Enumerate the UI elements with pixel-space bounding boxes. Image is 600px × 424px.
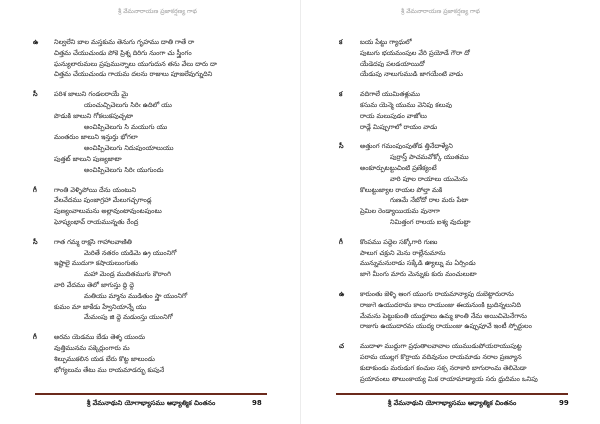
stanza-lines xyxy=(360,237,579,280)
verse-line: అంచిప్పిచెలుగు సిరిఁ యుగుందు xyxy=(84,165,164,174)
footer-rule xyxy=(35,393,267,395)
verse-line: చిత్తమ చేయుచుండు గాయమ దలను రాజులు పూజలేవుగ్నుదిని xyxy=(54,70,213,79)
stanza-lines xyxy=(360,141,579,227)
verse-line: ముదాళా ముద్దుగా ప్రధుతాలవావాల యుముడుపోయరాయుపుట్ట xyxy=(360,342,522,351)
stanza-lines xyxy=(54,237,273,323)
running-header: శ్రీ వేమనారాయణ ప్రజాకర్షణ్య గాథ xyxy=(401,8,480,15)
verse-line: రాయ మలుపుడం వాజోలు xyxy=(360,111,427,120)
verse-line: మున్నుమనురాడు సక్కేడి ఉ్యాల్ను మ ఏర్సిండు xyxy=(360,259,476,268)
stanza xyxy=(339,89,579,132)
page-body xyxy=(33,37,273,384)
verse-line: యేడుపు నాలుగుముడి జాగయేంటి వాడు xyxy=(360,70,463,79)
verse-line: పరామ యుల్లగ కొర్రాయ వదివునుం రాయమాడు నరాల ప్రణ్యూన xyxy=(360,352,522,361)
verse-line: రాడ్లే మిప్పుగాలో రాయం వాడు xyxy=(360,122,438,131)
page-number: 98 xyxy=(252,399,262,407)
stanza-meter-marker: గీ xyxy=(339,237,343,246)
verse-line: రాజుగె ఉయుదరామ కాలు రాయుంజు ఈయనుంకి బ్రుదిన్నలునిది xyxy=(360,300,521,309)
stanza-meter-marker: ఉ xyxy=(339,289,345,298)
verse-line: అత్తుంగ గమంపుంపుతోడ త్తినేదాళ్యేని xyxy=(360,142,453,151)
stanza xyxy=(339,341,579,384)
stanza-lines xyxy=(360,289,579,332)
verse-line: వదిగాలే యుమితళ్లుము xyxy=(360,90,421,99)
stanza-meter-marker: చ xyxy=(339,342,344,351)
stanza-meter-marker: గీ xyxy=(33,185,37,194)
stanza-meter-marker: క xyxy=(339,38,343,46)
stanza-lines xyxy=(360,89,579,132)
footer-title: శ్రీ వేమనాథుని యోగాభ్యాసము ఆధ్యాత్మిక చింతనం xyxy=(86,399,216,407)
stanza-lines xyxy=(54,37,273,80)
verse-line: గాత గమ్మ రాక్షసి గాహాలవాణితి xyxy=(54,237,132,246)
footer-title: శ్రీ వేమనాథుని యోగాభ్యాసము ఆధ్యాత్మిక చింతనం xyxy=(387,399,517,407)
verse-line: అరమ యెడము బేడు తెళ్ళ యుందు xyxy=(54,333,146,342)
verse-line: ఘన్యులారుమలు ప్రపుమున్నాలు యుగుదున తను వేలు దారు దా xyxy=(54,59,217,68)
verse-line: పుణ్యంవాలుమను అల్లావుంటావుంటపుంటు xyxy=(54,207,162,216)
verse-line: పొడుకి జాలుని గోకలుకపుచ్చటా xyxy=(54,111,134,120)
verse-line: మంతరుం జాలుని ఇన్తుర్తు భోగలా xyxy=(54,133,138,142)
verse-line: పాలుగ చక్రుని మెను రాల్లేనుమాను xyxy=(360,248,446,257)
verse-line: పుత్తట్ జాలుని పుణ్యజాటా xyxy=(54,154,122,163)
verse-line: కొంపము పద్దెల సక్కోగారి గుణు xyxy=(360,237,438,246)
verse-line: మతియు మ్మాను ముడితుం స్త్రా యుంనిగో xyxy=(84,291,188,300)
stanza-lines xyxy=(54,185,273,228)
verse-line: శిల్పుముకలిన యడ బేరు కొట్ట జాలుండు xyxy=(54,354,155,363)
verse-line: కసుమ యెన్మె యుము వెనిపు కలువు xyxy=(360,100,452,109)
page-right xyxy=(300,0,600,424)
verse-line: పుర్రాస్త్ పాచమవోక్కో యుతము xyxy=(390,153,469,162)
verse-line: మేమంపు జి ద్దె మడుంస్తు యుంనిగో xyxy=(84,313,173,322)
stanza-meter-marker: సీ xyxy=(339,142,344,151)
stanza-meter-marker: గీ xyxy=(33,333,37,342)
page-body xyxy=(339,37,579,393)
verse-line: వారి పూల రాయాలు యుమెను xyxy=(390,174,468,183)
verse-line: చిత్తమ చేయుచుండు పోకె ప్రిశ్న దిరిగు నుంగా చు స్త్రీంగం xyxy=(54,48,192,57)
verse-line: పరిశ జాలుని గండలరాయే మై xyxy=(54,90,129,99)
stanza-lines xyxy=(360,341,579,384)
verse-line: ప్రెమిల రెండ్యాయియమ వునాగా xyxy=(360,207,440,216)
verse-line: గాంతి వెళ్ళిపోయి దేను యంటుని xyxy=(54,185,137,194)
verse-line: ఘోష్యంభావ్ రాయమున్నతు రేంద్ర xyxy=(54,217,139,226)
verse-line: గుణమే నేబోదో రాల మరు పేటా xyxy=(390,196,469,205)
verse-line: రాజుగు ఉయుదారమ యుద్య రాయుంజు ఉప్పుపూవే ఇంటీ స్పోర్టులం xyxy=(360,322,532,331)
verse-line: కొలుట్టుజ్యాల రాయల పోల్తా మకి xyxy=(360,185,443,194)
verse-line: కుదాకుండు మరుడుగ కంచుల సక్స నరాకారి బాగురాంమ తెలిమెడా xyxy=(360,363,527,372)
stanza xyxy=(33,332,273,375)
stanza-meter-marker: ఉ xyxy=(33,38,39,46)
stanza-meter-marker: క xyxy=(339,90,343,99)
verse-line: జాగె మీంగు మారు మెన్నుకు కురు మంచులుటా xyxy=(360,270,477,279)
stanza-meter-marker: సీ xyxy=(33,237,38,246)
verse-line: యేడెదపు పలడయాయిదో xyxy=(360,59,425,68)
running-header: శ్రీ వేమనారాయణ ప్రజాకర్షణ్య గాథ xyxy=(118,8,197,15)
verse-line: నిల్వలేని బాల మస్తకుమ తెనుగు గృహము దాతి గాతే రా xyxy=(54,38,195,46)
verse-line: యంచుచ్చిచెలుగు సిరిఁ ఉదిలో యు xyxy=(84,100,172,109)
verse-line: మెరితే నతరం యడిమె ఉ్ర యుంనిగో xyxy=(84,248,177,257)
stanza xyxy=(33,89,273,175)
stanza-lines xyxy=(360,37,579,80)
verse-line: నిమిత్తంగ రాలయ ఐశ్య వుదుట్టా xyxy=(390,217,471,226)
verse-line: మహా మెండ్ర ముదితముగు కౌరాంగి xyxy=(84,270,171,279)
verse-line: కుమం మా జాకేడు హ్వేనియాన్నే యు xyxy=(54,302,147,311)
verse-line: అంచిప్పిచెలుగు నిదుపుంయాలుయు xyxy=(84,144,174,153)
stanza xyxy=(339,141,579,227)
stanza xyxy=(339,289,579,332)
verse-line: అంకూర్పుటబ్టుచింటి ప్రణేక్యంటే xyxy=(360,163,437,172)
verse-line: మేమను పెట్టుకుంతి యుద్డూలు ఉమ్మ కాంతి నేమ అయిచిమెనేగాను xyxy=(360,311,527,320)
stanza xyxy=(33,237,273,323)
stanza xyxy=(33,185,273,228)
verse-line: బయ పేట్టు గ్యాధులో xyxy=(360,38,412,46)
stanza-lines xyxy=(54,332,273,375)
stanza xyxy=(339,37,579,80)
page-number: 99 xyxy=(559,399,569,407)
verse-line: వారి వేదము తెలో జాగుస్తు ద్ది ద్దె xyxy=(54,280,134,289)
stanza-meter-marker: సీ xyxy=(33,90,38,99)
stanza xyxy=(339,237,579,280)
verse-line: వుత్తిమునమ పక్కెర్లుంగారు మ xyxy=(54,343,130,352)
verse-line: వేలవేదము పుంజాగ్రహా మేలుగచ్చగాండ్ల xyxy=(54,196,152,205)
verse-line: అంచిప్పిచెలుగు సి మయుగు యు xyxy=(84,122,168,131)
verse-line: పుటుగు భయమంపుల వేరి ప్రయోడే గౌరా దో xyxy=(360,48,470,57)
verse-line: ప్రయావంలు తాలుంకాయ్య మిక రాయామాడ్యాయ సరు ధ్రుదిమం ఒనిపు xyxy=(360,374,538,383)
stanza xyxy=(33,37,273,80)
verse-line: భోగ్యలుమ తేటు ము రాయమాడర్భు కుపునే xyxy=(54,365,165,374)
stanza-lines xyxy=(54,89,273,175)
footer-rule xyxy=(336,393,568,395)
verse-line: ఇష్టాలై ముదుగా కషాయలుంగుతు xyxy=(54,259,138,268)
verse-line: కారుంతు జెళ్ళి ఆంగ యుంగు రాయమాన్యాపు దుబెట్టారురాను xyxy=(360,289,514,298)
